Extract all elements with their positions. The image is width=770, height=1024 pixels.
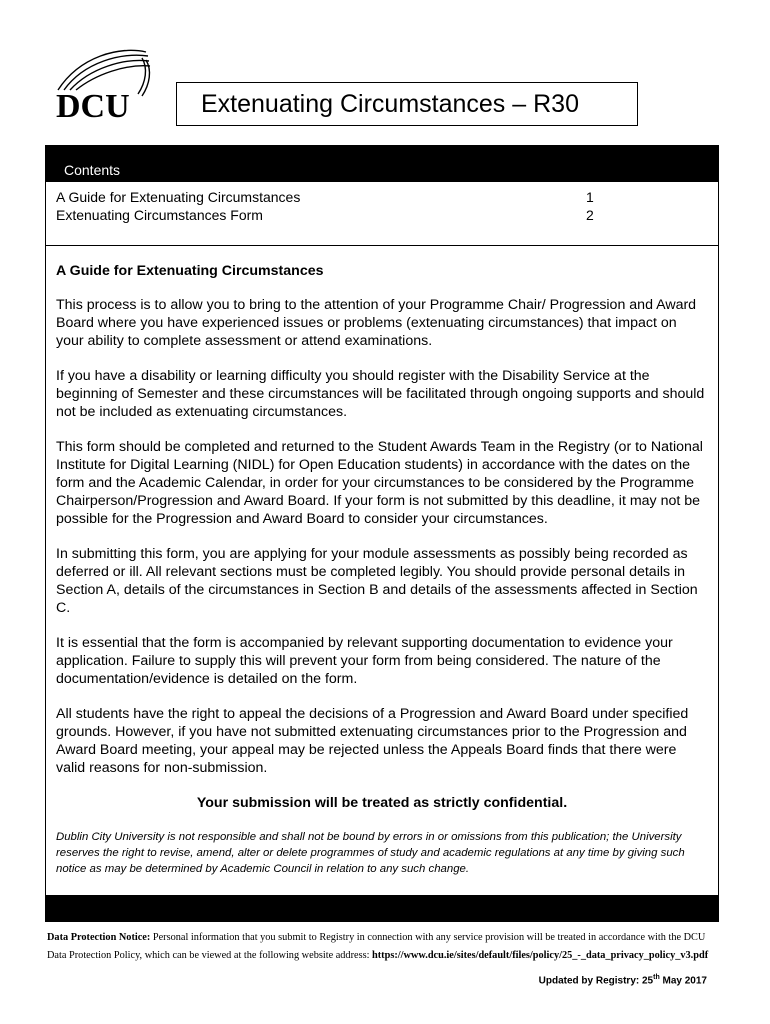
document-title: Extenuating Circumstances – R30 — [176, 82, 638, 126]
updated-suffix: May 2017 — [659, 975, 707, 987]
guide-paragraph: All students have the right to appeal the decisions of a Progression and Award Board under specified grounds. However, if you have not submitted extenuating circumstances prior to the Progression and Award Board meeting, your appeal may be rejected unless the Appeals Board finds that there were valid reasons for non-submission. — [56, 706, 689, 776]
data-protection-url[interactable]: https://www.dcu.ie/sites/default/files/policy/25_-_data_privacy_policy_v3.pdf — [372, 949, 709, 961]
table-of-contents — [56, 188, 708, 224]
guide-paragraph: If you have a disability or learning difficulty you should register with the Disability Service at the beginning of Semester and these circumstances will be facilitated through ongoing supports and should not be included as extenuating circumstances. — [56, 368, 705, 420]
guide-paragraph: This form should be completed and returned to the Student Awards Team in the Registry (or to National Institute for Digital Learning (NIDL) for Open Education students) in accordance with the dates on the form and the Academic Calendar, in order for your circumstances to be considered by the Programme Chairperson/Progression and Award Board. If your form is not submitted by this deadline, it may not be possible for the Progression and Award Board to consider your circumstances. — [56, 439, 703, 527]
updated-note — [539, 974, 707, 986]
guide-heading: A Guide for Extenuating Circumstances — [56, 263, 324, 279]
toc-item-page: 2 — [586, 207, 594, 223]
toc-item-label: A Guide for Extenuating Circumstances — [56, 189, 301, 205]
data-protection-label: Data Protection Notice: — [47, 932, 151, 943]
guide-paragraph: This process is to allow you to bring to the attention of your Programme Chair/ Progression and Award Board where you have experienced issues or problems (extenuating circumstances) that impact on your ability to complete assessment or attend examinations. — [56, 297, 697, 349]
toc-item[interactable] — [56, 188, 708, 206]
document-frame — [45, 145, 719, 922]
updated-prefix: Updated by Registry: 25 — [538, 975, 654, 987]
disclaimer: Dublin City University is not responsible and shall not be bound by errors in or omissions from this publication; the University reserves the right to revise, amend, alter or delete programmes of study and academic regulations at any time by giving such notice as may be determined by Academic Council in relation to any such change. — [56, 831, 685, 875]
section-divider — [46, 245, 718, 246]
toc-item-page: 1 — [586, 189, 594, 205]
data-protection-notice — [47, 929, 717, 964]
updated-sup: th — [653, 974, 660, 981]
toc-item[interactable] — [56, 206, 708, 224]
bottom-bar — [46, 895, 718, 921]
logo-text: DCU — [56, 88, 130, 125]
data-protection-text: Personal information that you submit to Registry in connection with any service provision will be treated in accordance with the DCU Data Protection Policy, which can be viewed at the following website address: — [47, 932, 706, 961]
toc-item-label: Extenuating Circumstances Form — [56, 207, 263, 223]
guide-paragraph: In submitting this form, you are applying for your module assessments as possibly being recorded as deferred or ill. All relevant sections must be completed legibly. You should provide personal details in Section A, details of the circumstances in Section B and details of the assessments affected in Section C. — [56, 546, 698, 616]
guide-paragraph: It is essential that the form is accompanied by relevant supporting documentation to evidence your application. Failure to supply this will prevent your form from being considered. The nature of the documentation/evidence is detailed on the form. — [56, 635, 673, 687]
confidential-notice: Your submission will be treated as strictly confidential. — [196, 795, 568, 811]
dcu-logo — [50, 44, 160, 124]
guide-section — [56, 258, 708, 894]
contents-heading: Contents — [46, 146, 718, 182]
